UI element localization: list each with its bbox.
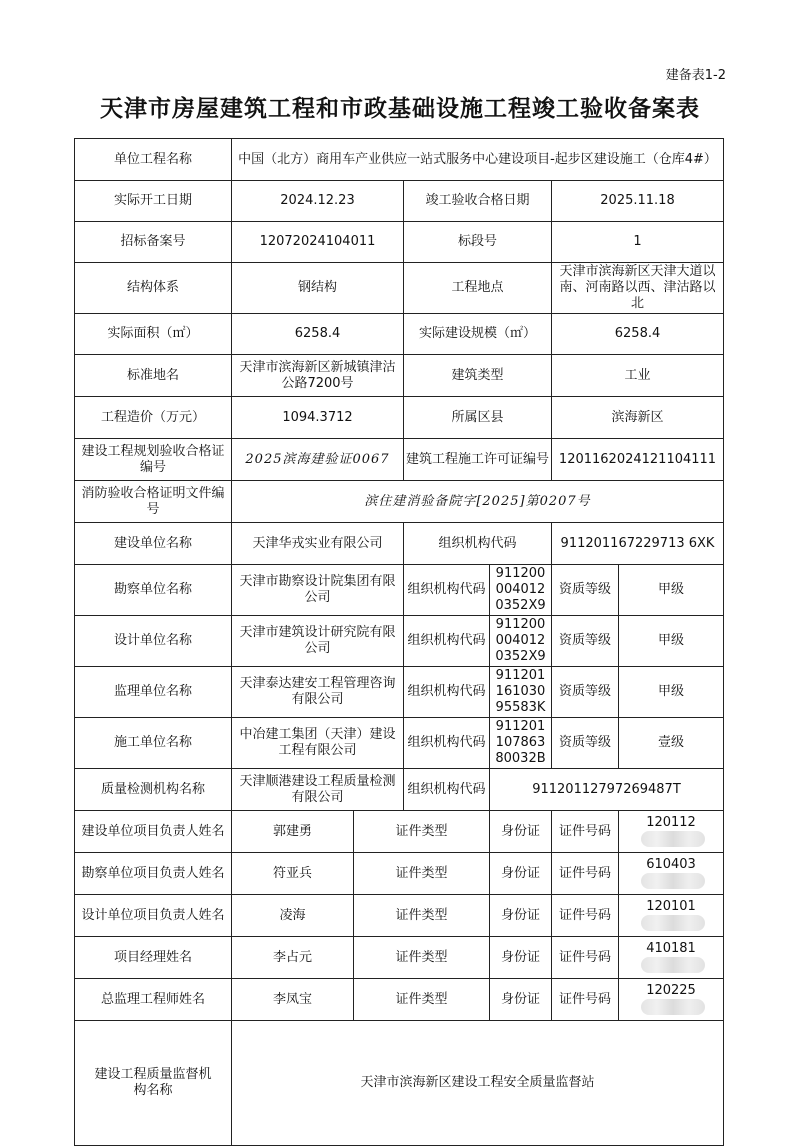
area-label: 实际面积（㎡） (75, 314, 232, 355)
district-value: 滨海新区 (552, 397, 724, 439)
person-name: 凌海 (232, 895, 354, 937)
id-type-label: 证件类型 (354, 979, 490, 1021)
survey-label: 勘察单位名称 (75, 565, 232, 616)
fire-cert-value: 滨住建消验备院字[2025]第0207号 (232, 481, 724, 523)
site-value: 天津市滨海新区天津大道以南、河南路以西、津沽路以北 (552, 263, 724, 314)
id-type-value: 身份证 (490, 937, 552, 979)
survey-qual-label: 资质等级 (552, 565, 619, 616)
planning-cert-label: 建设工程规划验收合格证编号 (75, 439, 232, 481)
id-number-cell (619, 937, 724, 979)
design-code-value: 9112000040120352X9 (490, 616, 552, 667)
planning-cert-value: 2025滨海建验证0067 (232, 439, 404, 481)
owner-label: 建设单位名称 (75, 523, 232, 565)
design-label: 设计单位名称 (75, 616, 232, 667)
contractor-code-label: 组织机构代码 (404, 718, 490, 769)
person-name: 符亚兵 (232, 853, 354, 895)
quality-station-value: 天津市滨海新区建设工程安全质量监督站 (232, 1021, 724, 1146)
accept-date-value: 2025.11.18 (552, 181, 724, 222)
id-type-label: 证件类型 (354, 895, 490, 937)
id-type-label: 证件类型 (354, 937, 490, 979)
design-value: 天津市建筑设计研究院有限公司 (232, 616, 404, 667)
id-number-label: 证件号码 (552, 853, 619, 895)
building-type-label: 建筑类型 (404, 355, 552, 397)
id-number-prefix: 610403 (646, 857, 696, 873)
survey-qual-value: 甲级 (619, 565, 724, 616)
row-design (75, 616, 724, 667)
cost-label: 工程造价（万元） (75, 397, 232, 439)
row-project-name (75, 139, 724, 181)
row-testing (75, 769, 724, 811)
owner-code-value: 911201167229713 6XK (552, 523, 724, 565)
permit-value: 1201162024121104111 (552, 439, 724, 481)
scale-value: 6258.4 (552, 314, 724, 355)
accept-date-label: 竣工验收合格日期 (404, 181, 552, 222)
id-number-label: 证件号码 (552, 979, 619, 1021)
testing-code-value: 91120112797269487T (490, 769, 724, 811)
scale-label: 实际建设规模（㎡） (404, 314, 552, 355)
area-value: 6258.4 (232, 314, 404, 355)
testing-label: 质量检测机构名称 (75, 769, 232, 811)
id-type-label: 证件类型 (354, 853, 490, 895)
redaction-blur (641, 873, 705, 889)
permit-label: 建筑工程施工许可证编号 (404, 439, 552, 481)
structure-label: 结构体系 (75, 263, 232, 314)
contractor-label: 施工单位名称 (75, 718, 232, 769)
person-row (75, 895, 724, 937)
row-bid (75, 222, 724, 263)
survey-code-value: 9112000040120352X9 (490, 565, 552, 616)
fire-cert-label: 消防验收合格证明文件编号 (75, 481, 232, 523)
row-fire (75, 481, 724, 523)
person-name: 郭建勇 (232, 811, 354, 853)
row-supervision (75, 667, 724, 718)
row-owner (75, 523, 724, 565)
id-number-label: 证件号码 (552, 895, 619, 937)
supervision-code-label: 组织机构代码 (404, 667, 490, 718)
id-type-value: 身份证 (490, 979, 552, 1021)
contractor-value: 中冶建工集团（天津）建设工程有限公司 (232, 718, 404, 769)
id-type-value: 身份证 (490, 853, 552, 895)
district-label: 所属区县 (404, 397, 552, 439)
person-row (75, 811, 724, 853)
supervision-qual-label: 资质等级 (552, 667, 619, 718)
row-quality-station (75, 1021, 724, 1146)
building-type-value: 工业 (552, 355, 724, 397)
supervision-qual-value: 甲级 (619, 667, 724, 718)
structure-value: 钢结构 (232, 263, 404, 314)
person-role-label: 项目经理姓名 (75, 937, 232, 979)
start-date-label: 实际开工日期 (75, 181, 232, 222)
id-type-value: 身份证 (490, 811, 552, 853)
person-role-label: 总监理工程师姓名 (75, 979, 232, 1021)
id-number-label: 证件号码 (552, 937, 619, 979)
contractor-qual-value: 壹级 (619, 718, 724, 769)
bid-label: 招标备案号 (75, 222, 232, 263)
row-contractor (75, 718, 724, 769)
owner-code-label: 组织机构代码 (404, 523, 552, 565)
person-name: 李占元 (232, 937, 354, 979)
person-role-label: 建设单位项目负责人姓名 (75, 811, 232, 853)
redaction-blur (641, 957, 705, 973)
testing-value: 天津顺港建设工程质量检测有限公司 (232, 769, 404, 811)
id-number-cell (619, 979, 724, 1021)
redaction-blur (641, 999, 705, 1015)
filing-form-table (74, 138, 724, 1146)
id-number-prefix: 120101 (646, 899, 696, 915)
id-number-label: 证件号码 (552, 811, 619, 853)
form-code: 建备表1-2 (665, 68, 726, 83)
id-number-cell (619, 811, 724, 853)
survey-value: 天津市勘察设计院集团有限公司 (232, 565, 404, 616)
owner-value: 天津华戎实业有限公司 (232, 523, 404, 565)
contractor-code-value: 91120110786380032B (490, 718, 552, 769)
design-qual-label: 资质等级 (552, 616, 619, 667)
person-name: 李凤宝 (232, 979, 354, 1021)
project-name-label: 单位工程名称 (75, 139, 232, 181)
person-role-label: 勘察单位项目负责人姓名 (75, 853, 232, 895)
id-number-prefix: 120225 (646, 983, 696, 999)
supervision-code-value: 91120116103095583K (490, 667, 552, 718)
person-row (75, 979, 724, 1021)
start-date-value: 2024.12.23 (232, 181, 404, 222)
row-cost (75, 397, 724, 439)
site-label: 工程地点 (404, 263, 552, 314)
row-address (75, 355, 724, 397)
cost-value: 1094.3712 (232, 397, 404, 439)
design-code-label: 组织机构代码 (404, 616, 490, 667)
page-title: 天津市房屋建筑工程和市政基础设施工程竣工验收备案表 (100, 96, 700, 122)
person-row (75, 853, 724, 895)
id-type-value: 身份证 (490, 895, 552, 937)
contractor-qual-label: 资质等级 (552, 718, 619, 769)
bid-value: 12072024104011 (232, 222, 404, 263)
id-type-label: 证件类型 (354, 811, 490, 853)
row-dates (75, 181, 724, 222)
id-number-prefix: 120112 (646, 815, 696, 831)
id-number-prefix: 410181 (646, 941, 696, 957)
row-survey (75, 565, 724, 616)
row-planning (75, 439, 724, 481)
person-row (75, 937, 724, 979)
section-label: 标段号 (404, 222, 552, 263)
supervision-label: 监理单位名称 (75, 667, 232, 718)
address-label: 标准地名 (75, 355, 232, 397)
row-structure (75, 263, 724, 314)
testing-code-label: 组织机构代码 (404, 769, 490, 811)
redaction-blur (641, 831, 705, 847)
person-role-label: 设计单位项目负责人姓名 (75, 895, 232, 937)
address-value: 天津市滨海新区新城镇津沽公路7200号 (232, 355, 404, 397)
id-number-cell (619, 853, 724, 895)
row-area (75, 314, 724, 355)
section-value: 1 (552, 222, 724, 263)
supervision-value: 天津泰达建安工程管理咨询有限公司 (232, 667, 404, 718)
redaction-blur (641, 915, 705, 931)
project-name-value: 中国（北方）商用车产业供应一站式服务中心建设项目-起步区建设施工（仓库4#） (232, 139, 724, 181)
quality-station-label: 建设工程质量监督机构名称 (75, 1021, 232, 1146)
design-qual-value: 甲级 (619, 616, 724, 667)
survey-code-label: 组织机构代码 (404, 565, 490, 616)
id-number-cell (619, 895, 724, 937)
